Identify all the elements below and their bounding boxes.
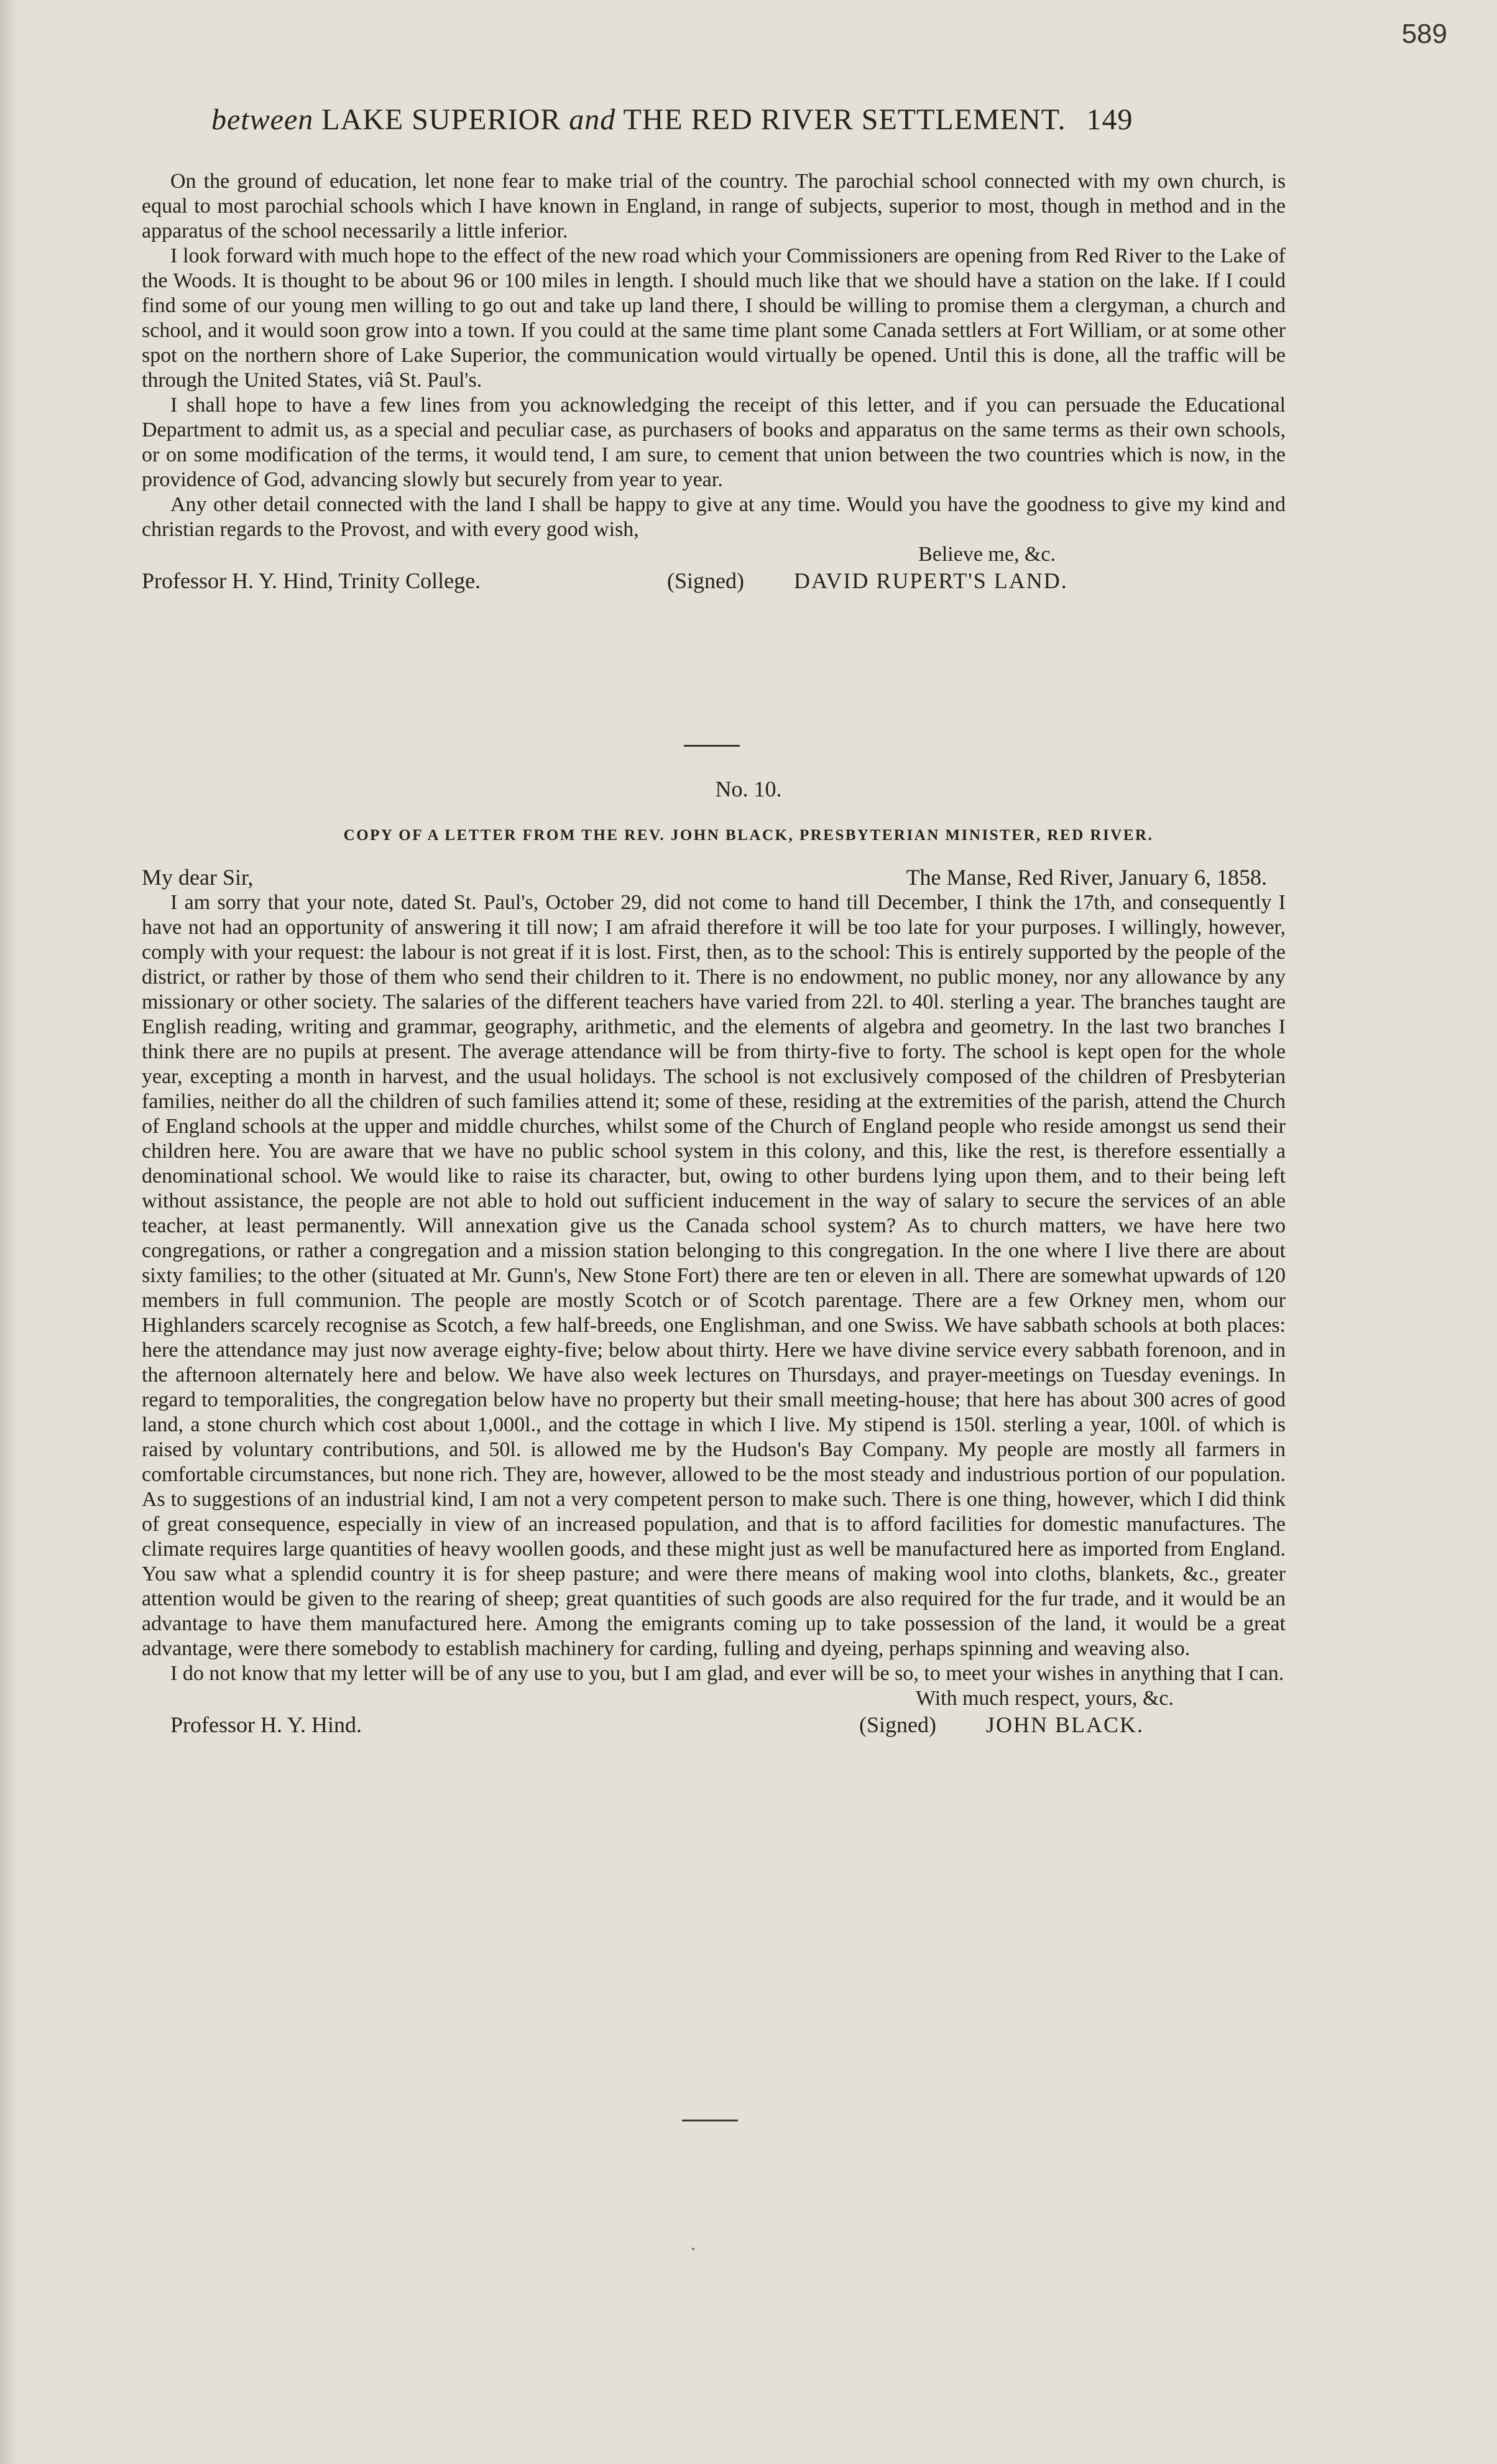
letter-one-paragraph: I shall hope to have a few lines from you acknowledging the receipt of this letter, and if you can persuade the Educational Department to admit us, as a special and peculiar case, as purchasers of books and apparatus on the same terms as their own schools, or on some modification of the terms, it would tend, I am sure, to cement that union between the two countries which is now, in the providence of God, advancing slowly but securely from year to year. xyxy=(142,394,1286,491)
letter-two-closing: With much respect, yours, &c. xyxy=(915,1687,1174,1710)
letter-one-signed-label: (Signed) xyxy=(667,568,745,593)
letter-two-closing-row xyxy=(142,1686,1286,1711)
folio-number: 589 xyxy=(1401,19,1447,49)
letter-one-paragraph: Any other detail connected with the land I shall be happy to give at any time. Would you have the goodness to give my kind and christian regards to the Provost, and with every good wish, xyxy=(142,493,1286,541)
running-head-between: between xyxy=(211,103,314,136)
running-head-page-number: 149 xyxy=(1086,103,1133,136)
letter-one-signature-row xyxy=(142,567,1286,594)
letter-two-salutation: My dear Sir, xyxy=(142,865,254,890)
letter-two-paragraph: I do not know that my letter will be of any use to you, but I am glad, and ever will be so, to meet your wishes in anything that I can. xyxy=(170,1662,1284,1685)
end-divider-rule xyxy=(682,2120,738,2121)
letter-two-signatory: JOHN BLACK. xyxy=(986,1712,1145,1737)
letter-one-paragraph: I look forward with much hope to the effect of the new road which your Commissioners are opening from Red River to the Lake of the Woods. It is thought to be about 96 or 100 miles in length. I should much like that we should have a station on the lake. If I could find some of our young men willing to go out and take up land there, I should be willing to promise them a clergyman, a church and school, and it would soon grow into a town. If you could at the same time plant some Canada settlers at Fort William, or at some other spot on the northern shore of Lake Superior, the communication would virtually be opened. Until this is done, all the traffic will be through the United States, viâ St. Paul's. xyxy=(142,244,1286,392)
letter-number: No. 10. xyxy=(715,777,782,801)
letter-two-signed-label: (Signed) xyxy=(859,1712,936,1737)
letter-title: COPY OF A LETTER FROM THE REV. JOHN BLACK, PRESBYTERIAN MINISTER, RED RIVER. xyxy=(343,827,1154,844)
running-head-settlement: THE RED RIVER SETTLEMENT. xyxy=(623,103,1066,136)
section-divider-rule xyxy=(684,745,740,747)
letter-one-addressee: Professor H. Y. Hind, Trinity College. xyxy=(142,568,481,593)
letter-one-body xyxy=(142,169,1286,594)
letter-one-closing: Believe me, &c. xyxy=(918,543,1056,566)
letter-two-header-row xyxy=(142,864,1286,890)
letter-one-paragraph: On the ground of education, let none fear to make trial of the country. The parochial school connected with my own church, is equal to most parochial schools which I have known in England, in range of subjects, superior to most, though in method and in the apparatus of the school necessarily a little inferior. xyxy=(142,170,1286,242)
letter-two-paragraph: I am sorry that your note, dated St. Paul's, October 29, did not come to hand till December, I think the 17th, and consequently I have not had an opportunity of answering it till now; I am afraid therefore it will be too late for your purposes. I willingly, however, comply with your request: the labour is not great if it is lost. First, then, as to the school: This is entirely supported by the people of the district, or rather by those of them who send their children to it. There is no endowment, no public money, nor any allowance by any missionary or other society. The salaries of the different teachers have varied from 22l. to 40l. sterling a year. The branches taught are English reading, writing and grammar, geography, arithmetic, and the elements of algebra and geometry. In the last two branches I think there are no pupils at present. The average attendance will be from thirty-five to forty. The school is kept open for the whole year, excepting a month in harvest, and the usual holidays. The school is not exclusively composed of the children of Presbyterian families, neither do all the children of such families attend it; some of these, residing at the extremities of the parish, attend the Church of England schools at the upper and middle churches, whilst some of the Church of England people who reside amongst us send their children here. You are aware that we have no public school system in this colony, and this, like the rest, is therefore essentially a denominational school. We would like to raise its character, but, owing to other burdens lying upon them, and to their being left without assistance, the people are not able to hold out sufficient inducement in the way of salary to secure the services of an able teacher, at least permanently. Will annexation give us the Canada school system? As to church matters, we have here two congregations, or rather a congregation and a mission station belonging to this congregation. In the one where I live there are about sixty families; to the other (situated at Mr. Gunn's, New Stone Fort) there are ten or eleven in all. There are somewhat upwards of 120 members in full communion. The people are mostly Scotch or of Scotch parentage. There are a few Orkney men, whom our Highlanders scarcely recognise as Scotch, a few half-breeds, one Englishman, and one Swiss. We have sabbath schools at both places: here the attendance may just now average eighty-five; below about thirty. Here we have divine service every sabbath forenoon, and in the afternoon alternately here and below. We have also week lectures on Thursdays, and prayer-meetings on Tuesday evenings. In regard to temporalities, the congregation below have no property but their small meeting-house; that here has about 300 acres of good land, a stone church which cost about 1,000l., and the cottage in which I live. My stipend is 150l. sterling a year, 100l. of which is raised by voluntary contributions, and 50l. is allowed me by the Hudson's Bay Company. My people are mostly all farmers in comfortable circumstances, but none rich. They are, however, allowed to be the most steady and industrious portion of our population. As to suggestions of an industrial kind, I am not a very competent person to make such. There is one thing, however, which I did think of great consequence, especially in view of an increased population, and that is to afford facilities for domestic manufactures. The climate requires large quantities of heavy woollen goods, and these might just as well be manufactured here as imported from England. You saw what a splendid country it is for sheep pasture; and were there means of making wool into cloths, blankets, &c., greater attention would be given to the rearing of sheep; great quantities of such goods are also required for the fur trade, and it would be an advantage to have them manufactured here. Among the emigrants coming up to take possession of the land, it would be a great advantage, were there somebody to establish machinery for carding, fulling and dyeing, perhaps spinning and weaving also. xyxy=(142,891,1286,1660)
letter-one-signatory: DAVID RUPERT'S LAND. xyxy=(794,568,1068,593)
running-head-and: and xyxy=(569,103,616,136)
running-head-lake: LAKE SUPERIOR xyxy=(321,103,561,136)
page-speck xyxy=(692,2248,694,2250)
page-edge-shadow xyxy=(0,0,17,2464)
letter-two-dateline: The Manse, Red River, January 6, 1858. xyxy=(906,865,1267,890)
letter-one-closing-row xyxy=(142,542,1286,567)
letter-two-addressee: Professor H. Y. Hind. xyxy=(170,1712,362,1737)
running-head xyxy=(211,103,1293,137)
letter-two-body xyxy=(142,864,1286,1738)
letter-two-signature-row xyxy=(142,1711,1286,1738)
